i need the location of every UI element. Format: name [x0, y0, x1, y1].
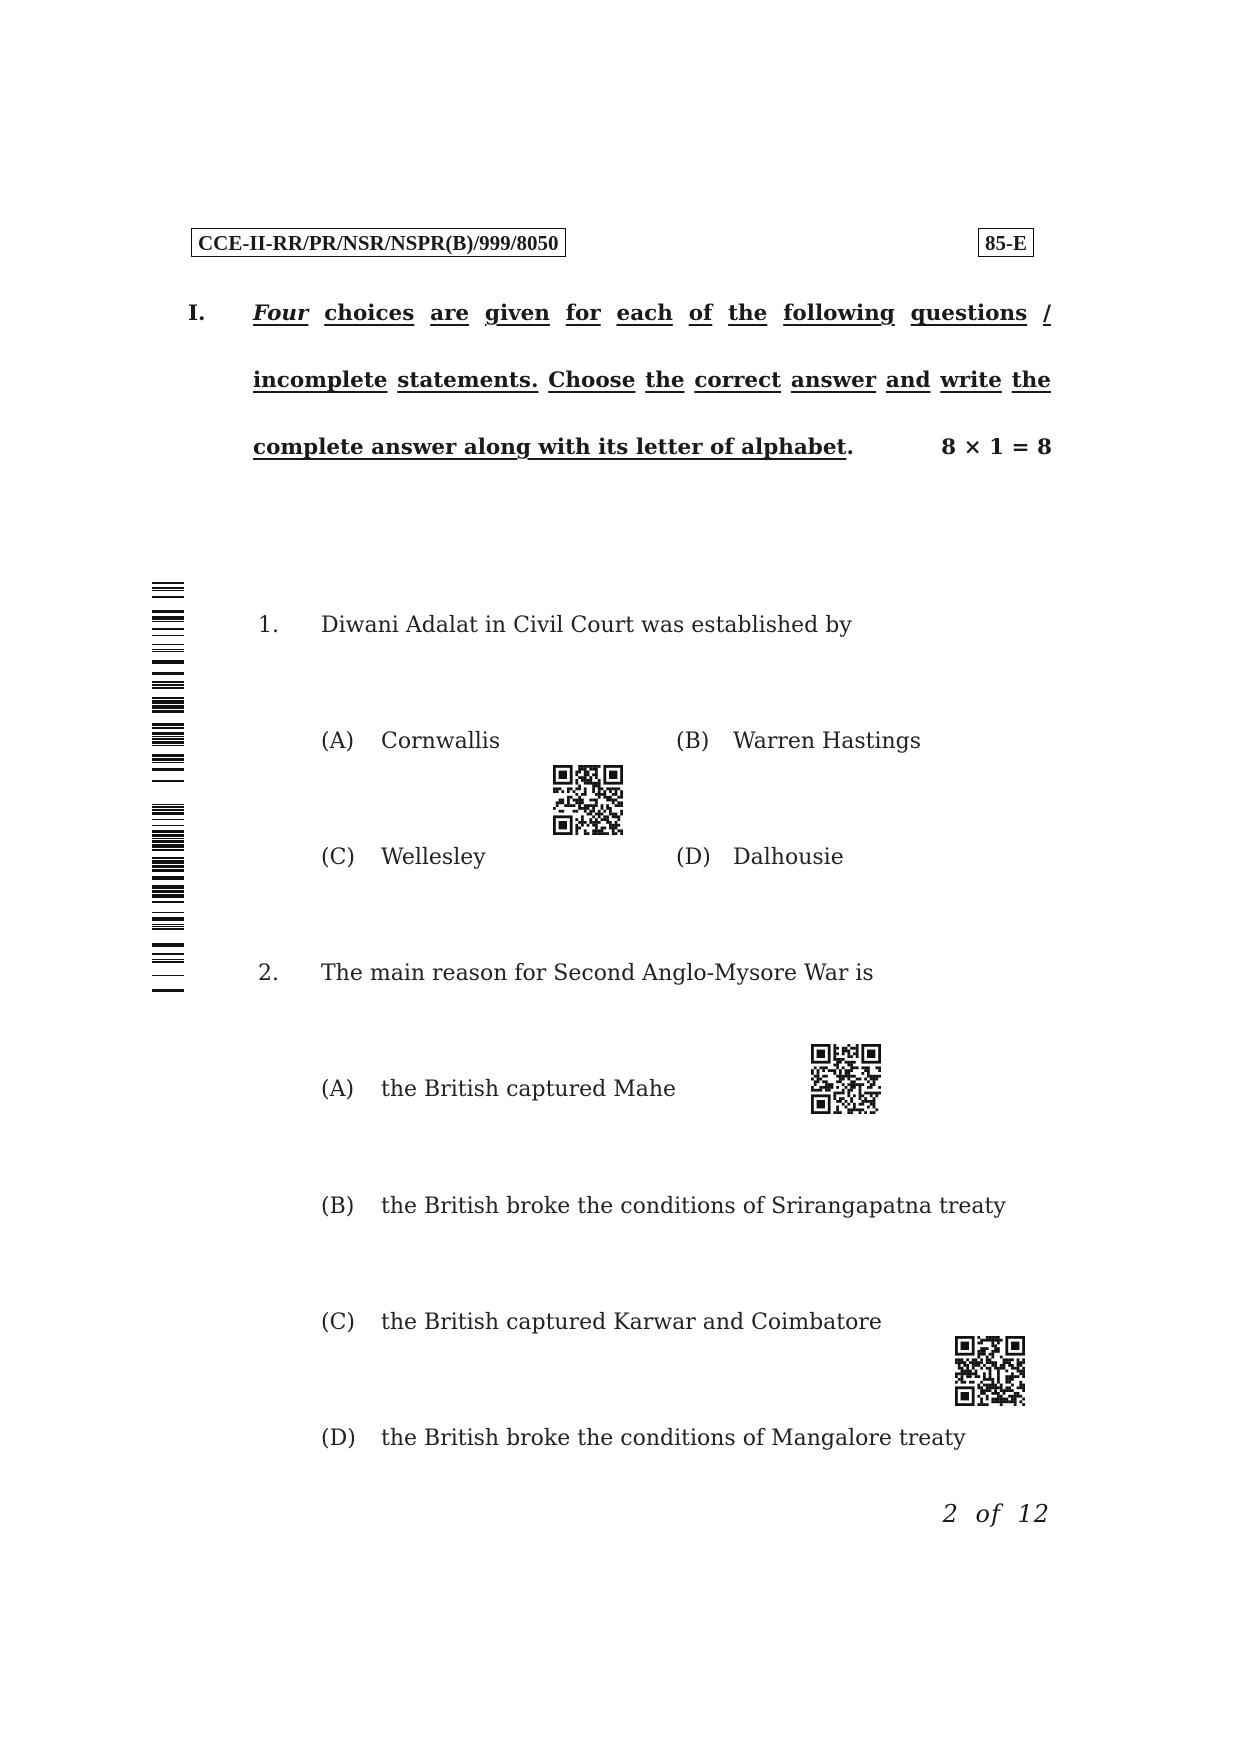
instruction-word: write — [940, 368, 1002, 393]
instruction-word: statements. — [397, 368, 539, 393]
question-number: 2. — [258, 961, 279, 986]
option-c — [321, 843, 486, 873]
option-a — [321, 1075, 676, 1105]
instruction-word: the — [728, 301, 768, 326]
subject-code-box — [978, 228, 1034, 257]
marks-formula: 8 × 1 = 8 — [941, 435, 1052, 460]
qr-code — [811, 1044, 881, 1114]
exam-code-box — [191, 228, 566, 257]
option-text: the British broke the conditions of Srirangapatna treaty — [381, 1194, 1006, 1219]
option-label: (D) — [676, 845, 711, 870]
option-label: (B) — [321, 1194, 355, 1219]
option-label: (A) — [321, 1077, 355, 1102]
instruction-word: and — [885, 368, 931, 393]
instruction-line-2 — [253, 367, 1051, 395]
qr-code — [553, 765, 623, 835]
instruction-word: Choose — [548, 368, 636, 393]
option-d — [676, 843, 844, 873]
instruction-word: choices — [324, 301, 415, 326]
option-c — [321, 1308, 882, 1338]
instruction-line-3-text: complete answer along with its letter of alphabet — [253, 435, 847, 460]
instruction-line-1 — [253, 300, 1051, 328]
option-text: Wellesley — [381, 845, 486, 870]
option-text: Dalhousie — [733, 845, 844, 870]
instruction-word: answer — [790, 368, 877, 393]
instruction-word: correct — [694, 368, 782, 393]
question-text: Diwani Adalat in Civil Court was established by — [321, 613, 852, 638]
qr-code — [955, 1336, 1025, 1406]
instruction-word: questions — [910, 301, 1028, 326]
instruction-word: given — [484, 301, 550, 326]
instruction-word: of — [688, 301, 713, 326]
option-text: the British captured Karwar and Coimbatore — [381, 1310, 882, 1335]
option-text: the British captured Mahe — [381, 1077, 677, 1102]
instruction-word: the — [645, 368, 685, 393]
option-d — [321, 1424, 966, 1454]
question-number: 1. — [258, 613, 279, 638]
instruction-word: incomplete — [253, 368, 388, 393]
option-label: (D) — [321, 1426, 356, 1451]
instruction-word: / — [1043, 301, 1051, 326]
instruction-line-3 — [253, 434, 854, 462]
option-label: (A) — [321, 729, 355, 754]
page-number: 2 of 12 — [942, 1500, 1050, 1528]
barcode — [152, 582, 184, 992]
section-number: I. — [188, 301, 206, 326]
option-text: Cornwallis — [381, 729, 501, 754]
instruction-word: the — [1011, 368, 1051, 393]
instruction-word: are — [430, 301, 470, 326]
option-b — [321, 1192, 1006, 1222]
exam-code: CCE-II-RR/PR/NSR/NSPR(B)/999/8050 — [198, 231, 559, 255]
instruction-line-3-tail: . — [846, 435, 854, 460]
option-b — [676, 727, 921, 757]
option-label: (C) — [321, 1310, 355, 1335]
subject-code: 85-E — [985, 231, 1027, 255]
option-label: (C) — [321, 845, 355, 870]
question-text: The main reason for Second Anglo-Mysore War is — [321, 961, 874, 986]
option-text: the British broke the conditions of Mangalore treaty — [381, 1426, 966, 1451]
option-label: (B) — [676, 729, 710, 754]
instruction-emphasis: Four — [253, 301, 309, 326]
instruction-word: each — [616, 301, 673, 326]
instruction-word: for — [565, 301, 601, 326]
option-a — [321, 727, 500, 757]
instruction-word: following — [783, 301, 895, 326]
option-text: Warren Hastings — [733, 729, 922, 754]
